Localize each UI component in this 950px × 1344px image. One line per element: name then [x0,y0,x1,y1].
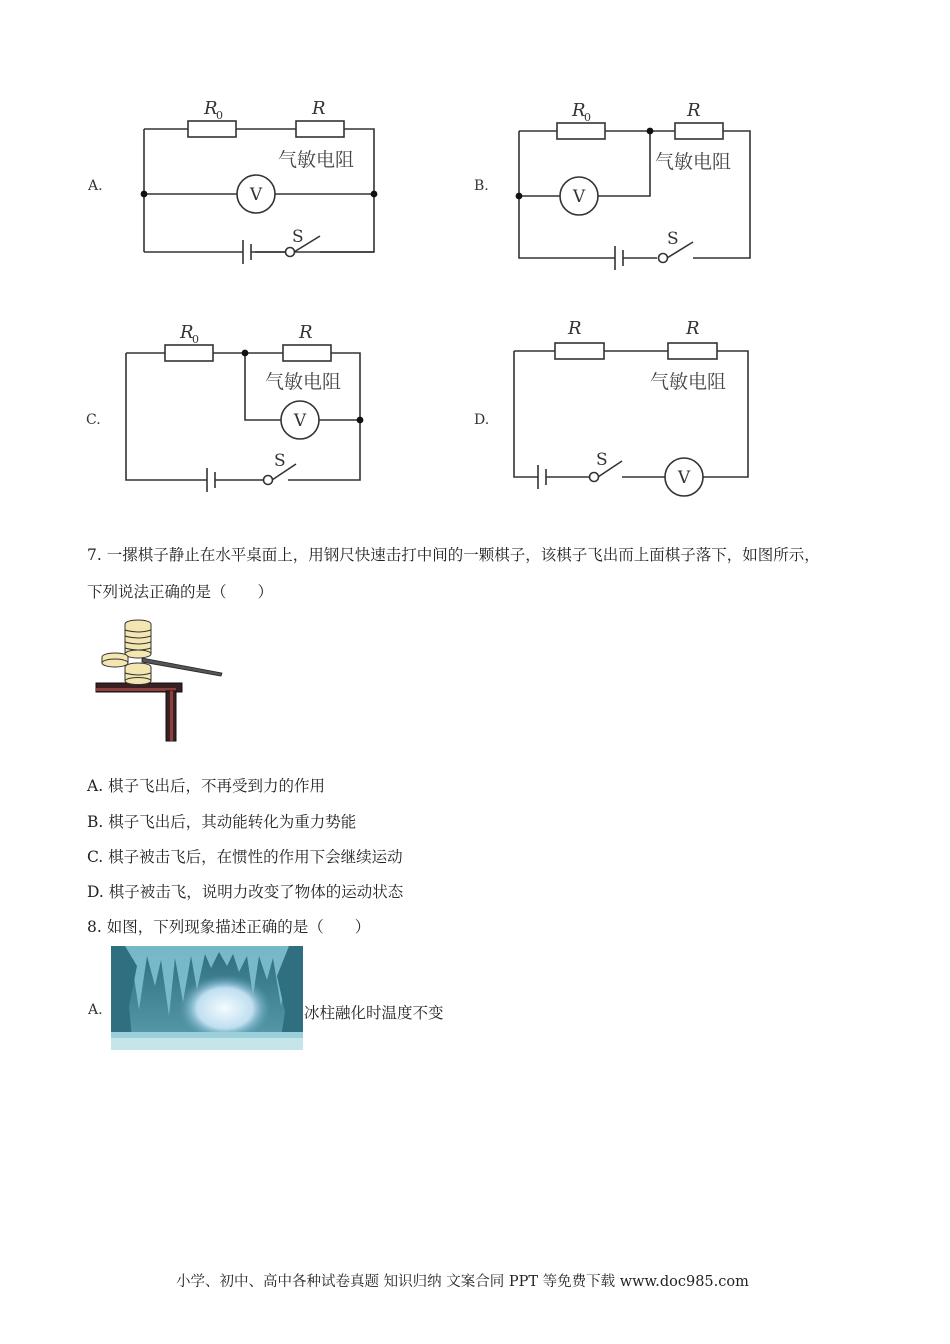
svg-text:0: 0 [216,109,223,122]
r-label: R [312,98,326,119]
r-label: R [568,318,582,339]
q8-stem: 8. 如图，下列现象描述正确的是（ ） [87,918,371,936]
svg-text:0: 0 [584,111,591,124]
circuit-diagram-c [112,312,372,502]
switch-label: S [667,229,679,249]
voltmeter-label: V [249,185,263,205]
q7-option-b: B. 棋子飞出后，其动能转化为重力势能 [87,813,357,831]
r0-label: R [180,322,194,343]
q7-stem-line2: 下列说法正确的是（ ） [87,583,274,601]
switch-label: S [292,227,304,247]
circuit-diagram-d [500,310,760,500]
q7-option-c: C. 棋子被击飞后，在惯性的作用下会继续运动 [87,848,403,866]
switch-label: S [596,450,608,470]
r-label: R [687,100,701,121]
voltmeter-label: V [677,468,691,488]
voltmeter-label: V [293,411,307,431]
q7-option-d: D. 棋子被击飞，说明力改变了物体的运动状态 [87,883,404,901]
sensor-label: 气敏电阻 [650,371,727,393]
switch-label: S [274,451,286,471]
chess-pieces-illustration [92,615,232,745]
q8-option-a-text: 冰柱融化时温度不变 [304,1004,444,1022]
r0-label: R [204,98,218,119]
r-label: R [686,318,700,339]
ice-cave-photo [111,946,303,1050]
circuit-diagram-a [130,90,390,280]
q8-option-letter-a: A. [88,1002,103,1018]
q7-stem-line1: 7. 一摞棋子静止在水平桌面上，用钢尺快速击打中间的一颗棋子，该棋子飞出而上面棋子落下，如图所示， [87,546,820,564]
q7-option-a: A. 棋子飞出后，不再受到力的作用 [87,777,326,795]
option-letter-a: A. [88,178,103,194]
voltmeter-label: V [572,187,586,207]
sensor-label: 气敏电阻 [265,371,342,393]
r-label: R [299,322,313,343]
circuit-diagram-b [505,90,765,280]
option-letter-c: C. [86,412,101,428]
sensor-label: 气敏电阻 [278,149,355,171]
sensor-label: 气敏电阻 [655,151,732,173]
page-footer: 小学、初中、高中各种试卷真题 知识归纳 文案合同 PPT 等免费下载 www.doc985.com [176,1274,749,1290]
option-letter-d: D. [474,412,490,428]
option-letter-b: B. [474,178,489,194]
r0-label: R [572,100,586,121]
svg-text:0: 0 [192,333,199,346]
